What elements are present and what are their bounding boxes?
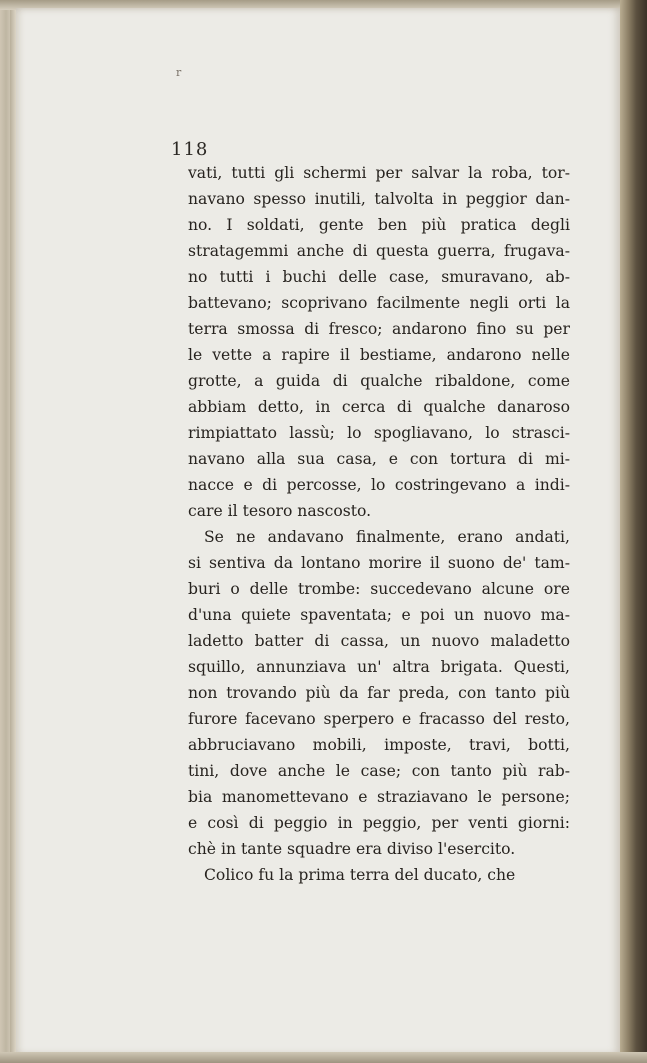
page-number: 118	[171, 139, 209, 160]
text-line: vati, tutti gli schermi per salvar la roba, tor-	[188, 164, 570, 182]
text-line: furore facevano sperpero e fracasso del resto,	[188, 710, 570, 728]
text-line: e così di peggio in peggio, per venti giorni:	[188, 814, 570, 832]
text-line: abbruciavano mobili, imposte, travi, botti,	[188, 736, 570, 754]
text-line: rimpiattato lassù; lo spogliavano, lo strasci-	[188, 424, 570, 442]
text-line: bia manomettevano e straziavano le persone;	[188, 788, 570, 806]
body-text	[188, 160, 570, 888]
text-line: d'una quiete spaventata; e poi un nuovo ma-	[188, 606, 570, 624]
text-line: le vette a rapire il bestiame, andarono nelle	[188, 346, 570, 364]
text-line: terra smossa di fresco; andarono fino su per	[188, 320, 570, 338]
book-spine-edge	[620, 0, 647, 1063]
text-line: navano spesso inutili, talvolta in peggior dan-	[188, 190, 570, 208]
text-line: abbiam detto, in cerca di qualche danaroso	[188, 398, 570, 416]
text-line: tini, dove anche le case; con tanto più rab-	[188, 762, 570, 780]
paragraph	[188, 862, 570, 888]
text-line: no. I soldati, gente ben più pratica degli	[188, 216, 570, 234]
text-line: nacce e di percosse, lo costringevano a indi-	[188, 476, 570, 494]
text-line: non trovando più da far preda, con tanto più	[188, 684, 570, 702]
text-line: buri o delle trombe: succedevano alcune ore	[188, 580, 570, 598]
text-line: squillo, annunziava un' altra brigata. Questi,	[188, 658, 570, 676]
text-line: Se ne andavano finalmente, erano andati,	[204, 528, 570, 546]
text-line: chè in tante squadre era diviso l'esercito.	[188, 840, 516, 858]
text-line: battevano; scoprivano facilmente negli orti la	[188, 294, 570, 312]
stray-mark: r	[176, 66, 182, 79]
paragraph	[188, 160, 570, 524]
text-line: navano alla sua casa, e con tortura di mi-	[188, 450, 570, 468]
text-line: stratagemmi anche di questa guerra, frugava-	[188, 242, 570, 260]
text-line: care il tesoro nascosto.	[188, 502, 372, 520]
text-line: ladetto batter di cassa, un nuovo maladetto	[188, 632, 570, 650]
text-line: Colico fu la prima terra del ducato, che	[204, 866, 516, 884]
text-line: si sentiva da lontano morire il suono de' tam-	[188, 554, 570, 572]
text-line: no tutti i buchi delle case, smuravano, ab-	[188, 268, 570, 286]
bottom-edge	[0, 1052, 647, 1063]
text-line: grotte, a guida di qualche ribaldone, come	[188, 372, 570, 390]
paragraph	[188, 524, 570, 862]
